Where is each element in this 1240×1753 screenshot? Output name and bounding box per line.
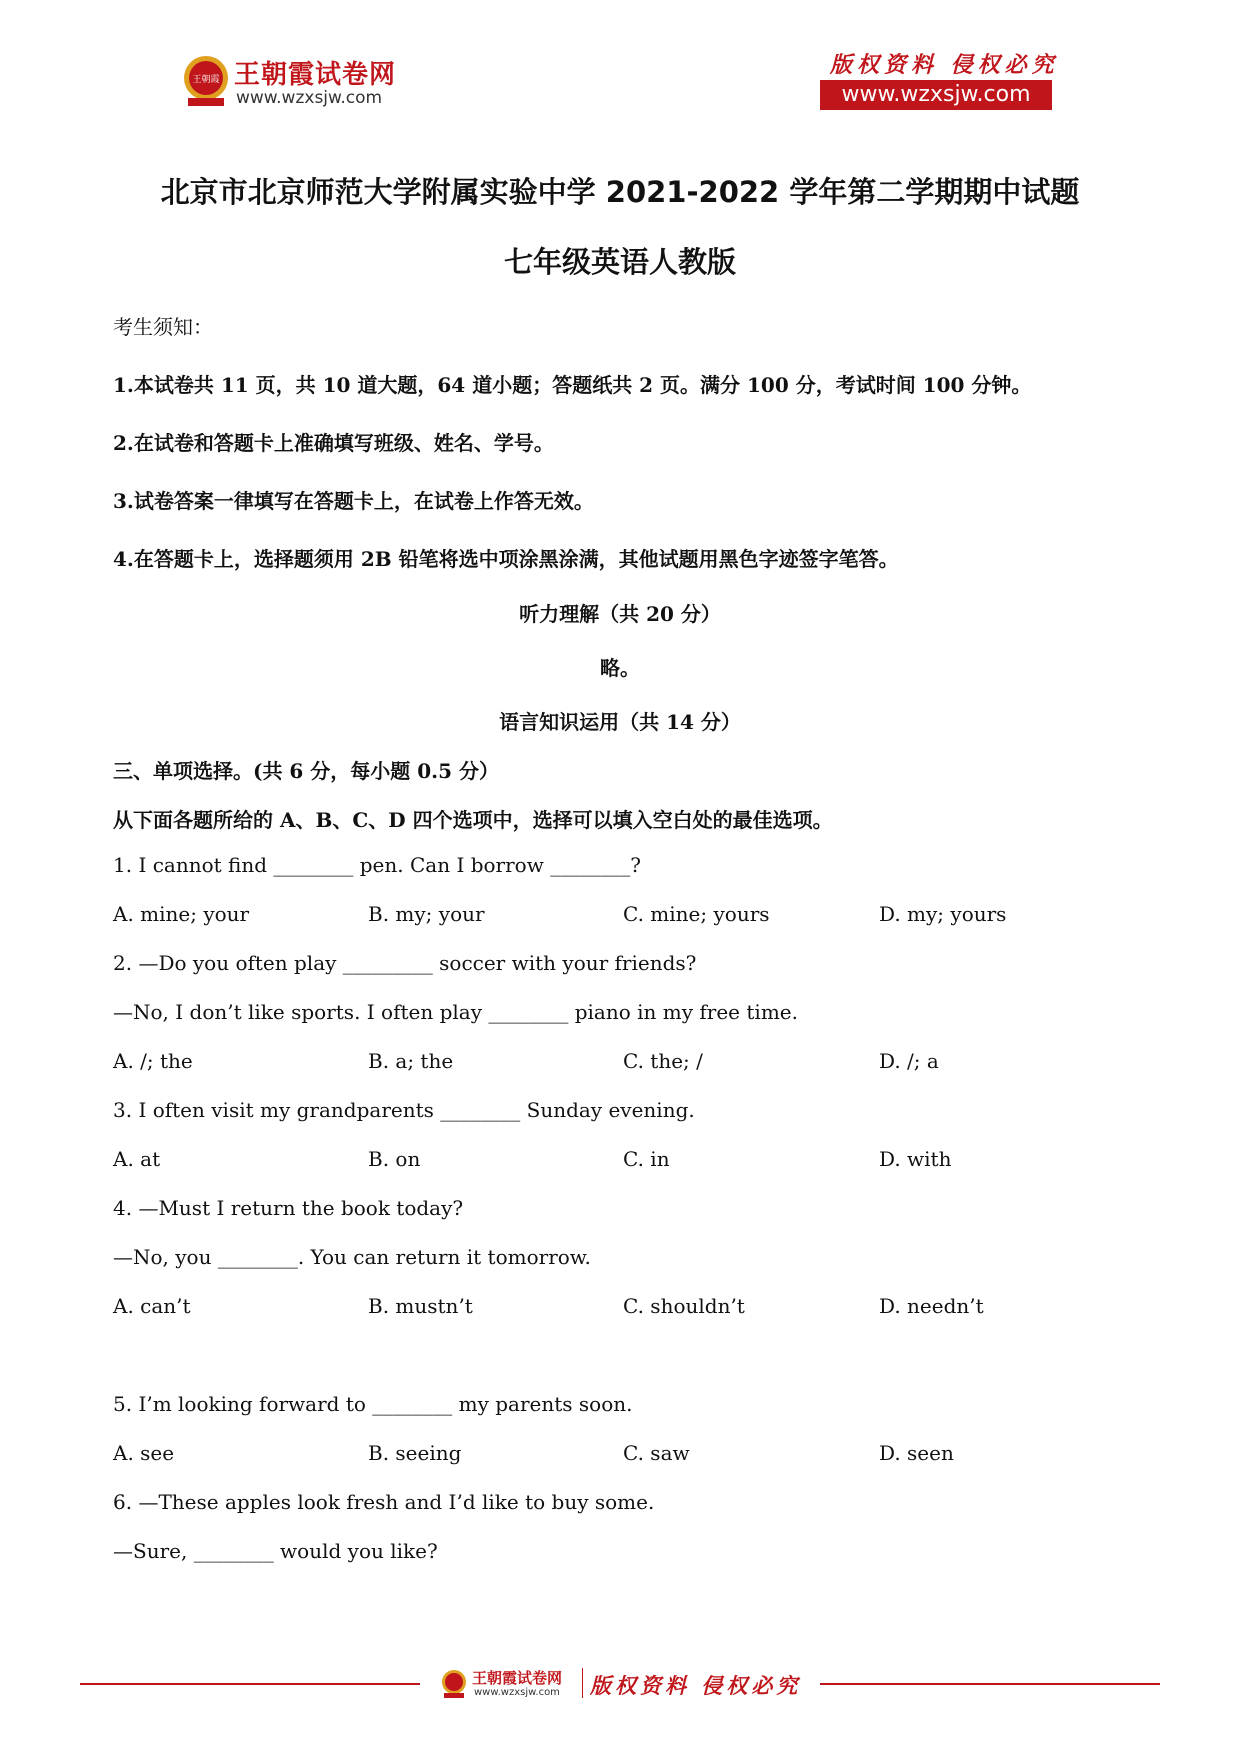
question-stem: —Sure, ________ would you like?	[113, 1539, 438, 1563]
logo-title: 王朝霞试卷网	[234, 60, 397, 90]
option-d: D. my; yours	[879, 902, 1007, 926]
option-b: B. mustn’t	[368, 1294, 473, 1318]
question-stem: 4. —Must I return the book today?	[113, 1196, 464, 1220]
footer-rule	[80, 1683, 420, 1685]
question-stem: 1. I cannot find ________ pen. Can I borrow ________?	[113, 853, 641, 877]
emblem-icon	[440, 1669, 468, 1699]
option-d: D. /; a	[879, 1049, 939, 1073]
option-b: B. seeing	[368, 1441, 462, 1465]
copyright-notice: 版权资料 侵权必究	[830, 52, 1059, 78]
header-logo	[182, 52, 402, 112]
emblem-text: 王朝霞	[192, 75, 220, 85]
notice-item: 2.在试卷和答题卡上准确填写班级、姓名、学号。	[113, 431, 554, 455]
footer-logo-title: 王朝霞试卷网	[472, 1669, 563, 1687]
logo-url: www.wzxsjw.com	[236, 88, 383, 108]
exam-title: 北京市北京师范大学附属实验中学 2021-2022 学年第二学期期中试题	[160, 175, 1080, 209]
footer-logo-url: www.wzxsjw.com	[474, 1687, 560, 1698]
option-d: D. with	[879, 1147, 952, 1171]
question-stem: —No, I don’t like sports. I often play ________ piano in my free time.	[113, 1000, 798, 1024]
question-stem: —No, you ________. You can return it tomorrow.	[113, 1245, 591, 1269]
notice-heading: 考生须知：	[113, 315, 213, 339]
option-a: A. mine; your	[113, 902, 250, 926]
footer-copyright: 版权资料 侵权必究	[590, 1673, 802, 1698]
notice-item: 3.试卷答案一律填写在答题卡上，在试卷上作答无效。	[113, 489, 594, 513]
option-c: C. the; /	[623, 1049, 703, 1073]
notice-item: 1.本试卷共 11 页，共 10 道大题，64 道小题；答题纸共 2 页。满分 100 分，考试时间 100 分钟。	[113, 373, 1032, 397]
question-stem: 2. —Do you often play _________ soccer with your friends?	[113, 951, 697, 975]
option-c: C. mine; yours	[623, 902, 770, 926]
option-b: B. my; your	[368, 902, 485, 926]
option-a: A. can’t	[113, 1294, 191, 1318]
emblem-icon	[182, 54, 230, 108]
page-footer	[0, 1664, 1240, 1704]
option-c: C. shouldn’t	[623, 1294, 745, 1318]
option-a: A. at	[113, 1147, 161, 1171]
option-b: B. on	[368, 1147, 421, 1171]
part3-title: 三、单项选择。(共 6 分，每小题 0.5 分）	[113, 759, 500, 783]
footer-separator	[582, 1668, 583, 1698]
option-a: A. see	[113, 1441, 175, 1465]
option-c: C. in	[623, 1147, 670, 1171]
footer-rule	[820, 1683, 1160, 1685]
option-c: C. saw	[623, 1441, 690, 1465]
question-stem: 6. —These apples look fresh and I’d like to buy some.	[113, 1490, 655, 1514]
section-listening: 听力理解（共 20 分）	[519, 602, 721, 626]
exam-subtitle: 七年级英语人教版	[503, 245, 736, 279]
option-a: A. /; the	[113, 1049, 193, 1073]
option-b: B. a; the	[368, 1049, 454, 1073]
section-omitted: 略。	[600, 656, 640, 680]
option-d: D. needn’t	[879, 1294, 984, 1318]
question-stem: 5. I’m looking forward to ________ my parents soon.	[113, 1392, 633, 1416]
part3-instruction: 从下面各题所给的 A、B、C、D 四个选项中，选择可以填入空白处的最佳选项。	[113, 808, 833, 832]
url-banner: www.wzxsjw.com	[820, 80, 1052, 110]
option-d: D. seen	[879, 1441, 954, 1465]
notice-item: 4.在答题卡上，选择题须用 2B 铅笔将选中项涂黑涂满，其他试题用黑色字迹签字笔答。	[113, 547, 899, 571]
question-stem: 3. I often visit my grandparents ________ Sunday evening.	[113, 1098, 695, 1122]
copyright-block	[820, 48, 1059, 112]
footer-logo	[440, 1667, 580, 1703]
section-language: 语言知识运用（共 14 分）	[499, 710, 741, 734]
